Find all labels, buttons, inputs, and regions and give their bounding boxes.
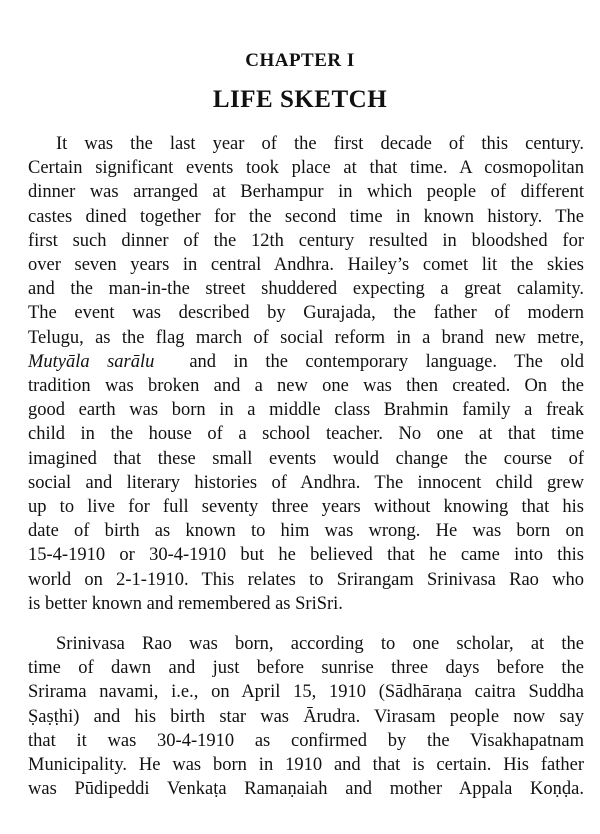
text-line: world on 2-1-1910. This relates to Srirangam Srinivasa Rao who [28,569,584,590]
paragraph-2 [28,632,584,801]
text-line: The event was described by Gurajada, the father of modern [28,303,584,324]
text-line: dinner was arranged at Berhampur in which people of different [28,182,584,203]
text-line: Ṣaṣṭhi) and his birth star was Ārudra. Virasam people now say [28,706,584,727]
text-line: up to live for full seventy three years without knowing that his [28,497,584,518]
text-line: was Pūdipeddi Venkaṭa Ramaṇaiah and mother Appala Koṇḍa. [28,779,584,800]
text-line: Telugu, as the flag march of social reform in a brand new metre, [28,327,584,348]
text-line-rest: and in the contemporary language. The old [189,351,584,372]
text-line: Certain significant events took place at that time. A cosmopolitan [28,158,584,179]
text-line: Srinivasa Rao was born, according to one scholar, at the [56,634,584,654]
text-line: and the man-in-the street shuddered expecting a great calamity. [28,279,584,300]
text-line: good earth was born in a middle class Brahmin family a freak [28,400,584,421]
text-line: that it was 30-4-1910 as confirmed by the Visakhapatnam [28,730,584,751]
text-line-with-italic [28,350,584,374]
italic-title: Mutyāla sarālu [28,351,155,372]
text-line: is better known and remembered as SriSri. [28,593,343,614]
text-line: child in the house of a school teacher. No one at that time [28,424,584,445]
text-line: Municipality. He was born in 1910 and that is certain. His father [28,755,584,776]
text-line: castes dined together for the second time in known history. The [28,206,584,227]
chapter-title: LIFE SKETCH [212,86,388,113]
text-line: over seven years in central Andhra. Hailey’s comet lit the skies [28,255,584,276]
text-line: social and literary histories of Andhra. The innocent child grew [28,472,584,493]
text-line: tradition was broken and a new one was then created. On the [28,376,584,397]
chapter-number: CHAPTER I [245,50,355,71]
text-line: first such dinner of the 12th century resulted in bloodshed for [28,230,584,251]
text-line: 15-4-1910 or 30-4-1910 but he believed that he came into this [28,545,584,566]
text-line: time of dawn and just before sunrise three days before the [28,658,584,679]
paragraph-1 [28,132,584,616]
text-line: date of birth as known to him was wrong. He was born on [28,521,584,542]
text-line: imagined that these small events would change the course of [28,448,584,469]
text-line: It was the last year of the first decade of this century. [56,134,584,154]
text-line: Srirama navami, i.e., on April 15, 1910 (Sādhāraṇa caitra Suddha [28,682,584,703]
